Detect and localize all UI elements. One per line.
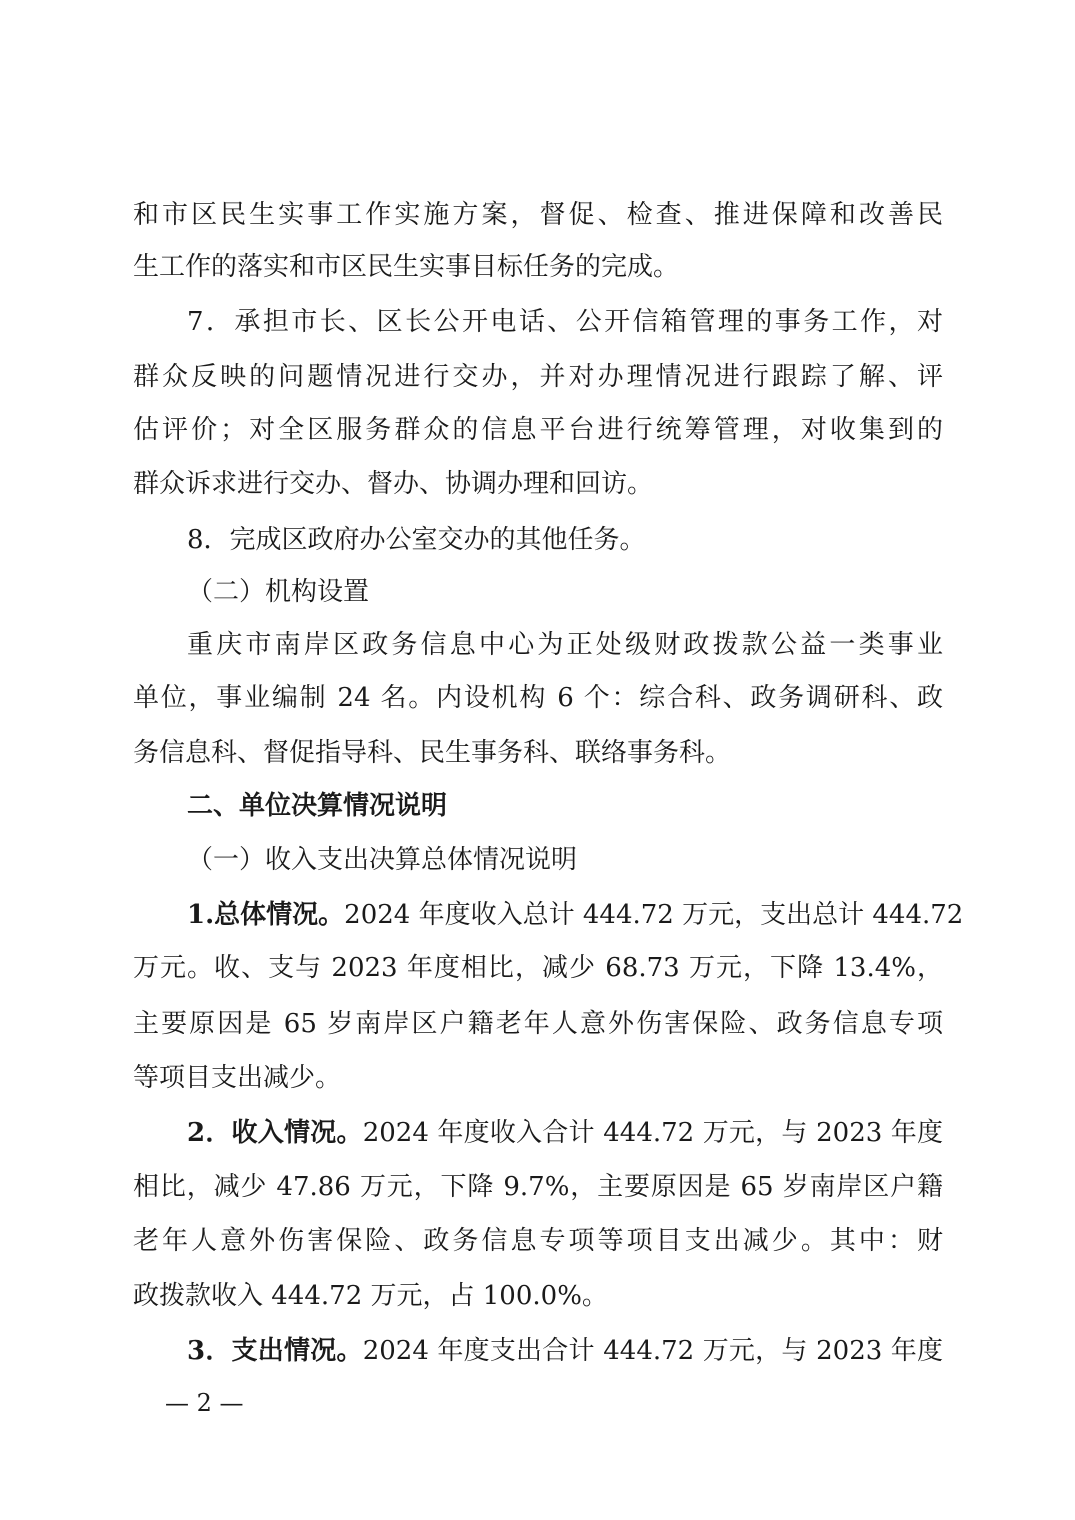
text-line [133,250,943,284]
body-text: 重庆市南岸区政务信息中心为正处级财政拨款公益一类事业 [187,630,943,660]
text-line [133,681,943,715]
body-text: 政拨款收入 444.72 万元，占 100.0%。 [133,1281,608,1311]
heading-text: 2．收入情况。 [187,1118,363,1148]
text-line [133,467,943,501]
text-line [187,843,943,877]
text-line [133,198,943,232]
body-text: 单位，事业编制 24 名。内设机构 6 个：综合科、政务调研科、政 [133,683,943,713]
text-line [187,898,964,932]
body-text: 主要原因是 65 岁南岸区户籍老年人意外伤害保险、政务信息专项 [133,1009,943,1039]
body-text: 7．承担市长、区长公开电话、公开信箱管理的事务工作，对 [187,307,943,337]
text-line [133,1224,943,1258]
body-text: （一）收入支出决算总体情况说明 [187,845,578,875]
text-line [133,413,943,447]
body-text: 估评价；对全区服务群众的信息平台进行统筹管理，对收集到的 [133,415,943,445]
text-line [187,523,943,557]
text-line [187,305,943,339]
body-text: 8．完成区政府办公室交办的其他任务。 [187,525,646,555]
body-text: 群众诉求进行交办、督办、协调办理和回访。 [133,469,654,499]
body-text: 等项目支出减少。 [133,1063,342,1093]
body-text: 2024 年度收入总计 444.72 万元，支出总计 444.72 [344,900,964,930]
body-text: 群众反映的问题情况进行交办，并对办理情况进行跟踪了解、评 [133,362,943,392]
body-text: 相比，减少 47.86 万元，下降 9.7%，主要原因是 65 岁南岸区户籍 [133,1172,943,1202]
text-line [133,736,943,770]
text-line [187,1116,943,1150]
heading-text: 1.总体情况。 [187,900,345,930]
body-text: 2024 年度收入合计 444.72 万元，与 2023 年度 [362,1118,944,1148]
text-line [133,1170,943,1204]
body-text: 万元。收、支与 2023 年度相比，减少 68.73 万元，下降 13.4%， [133,953,943,983]
text-line [133,1279,943,1313]
body-text: 生工作的落实和市区民生实事目标任务的完成。 [133,252,680,282]
text-line [187,628,943,662]
text-line [187,575,943,609]
text-line [187,1334,943,1368]
body-text: 务信息科、督促指导科、民生事务科、联络事务科。 [133,738,732,768]
body-text: （二）机构设置 [187,577,370,607]
heading-text: 二、单位决算情况说明 [187,791,448,821]
text-line [133,1061,943,1095]
text-line [133,951,943,985]
body-text: 2024 年度支出合计 444.72 万元，与 2023 年度 [362,1336,944,1366]
text-line [133,360,943,394]
heading-text: 3．支出情况。 [187,1336,363,1366]
text-line [187,789,943,823]
body-text: 和市区民生实事工作实施方案，督促、检查、推进保障和改善民 [133,200,943,230]
body-text: 老年人意外伤害保险、政务信息专项等项目支出减少。其中：财 [133,1226,943,1256]
page-number: — 2 — [165,1389,244,1417]
text-line [133,1007,943,1041]
